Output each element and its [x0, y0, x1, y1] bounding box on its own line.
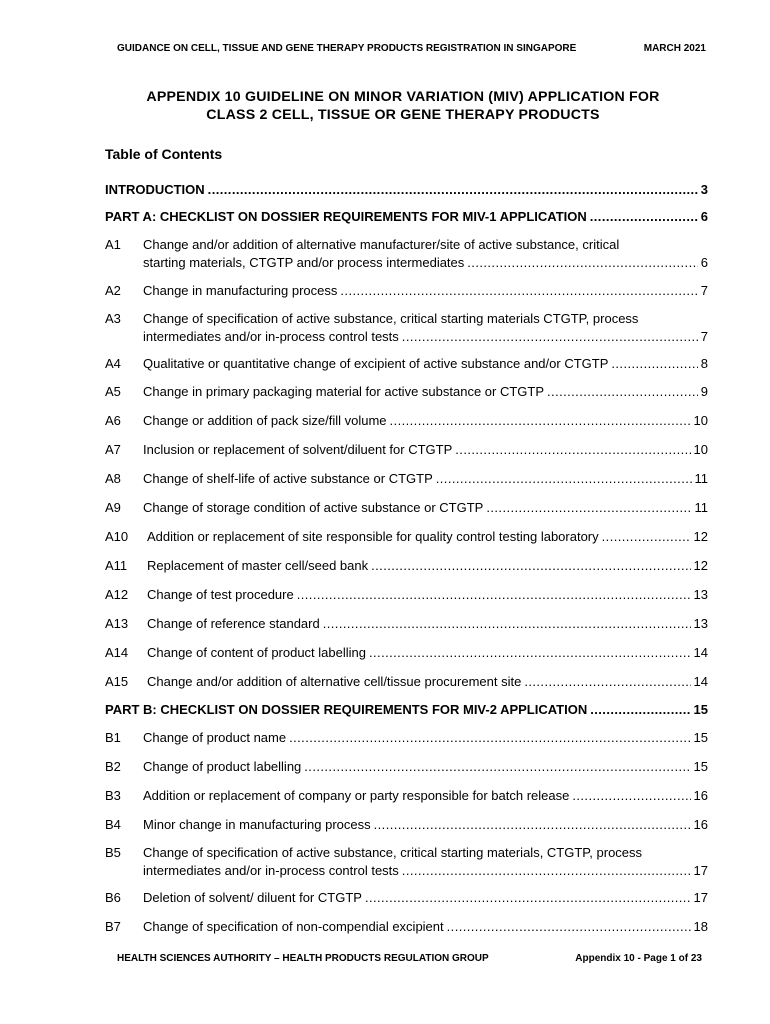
toc-entry-page-number: 13 — [693, 616, 708, 631]
toc-entry-title: Change of product labelling — [143, 759, 302, 774]
toc-entry-title: Change in primary packaging material for active substance or CTGTP — [143, 384, 545, 399]
toc-entry[interactable] — [105, 644, 708, 662]
footer-organization: HEALTH SCIENCES AUTHORITY – HEALTH PRODUCTS REGULATION GROUP — [117, 953, 489, 964]
toc-entry-page-number: 8 — [700, 356, 708, 371]
toc-entry-title: Change of shelf-life of active substance or CTGTP — [143, 471, 433, 486]
toc-entry[interactable] — [105, 673, 708, 691]
toc-entry-code: A9 — [105, 500, 121, 515]
dot-leader — [572, 787, 690, 805]
toc-entry[interactable] — [105, 499, 708, 517]
dot-leader — [374, 816, 691, 834]
toc-entry[interactable] — [105, 758, 708, 776]
toc-entry-title: Addition or replacement of site responsible for quality control testing laboratory — [147, 529, 599, 544]
toc-entry-page-number: 12 — [693, 529, 708, 544]
dot-leader — [611, 355, 697, 373]
toc-entry-title: INTRODUCTION — [105, 182, 205, 197]
toc-entry[interactable] — [105, 441, 708, 459]
dot-leader — [297, 586, 691, 604]
toc-entry-title: PART B: CHECKLIST ON DOSSIER REQUIREMENTS FOR MIV-2 APPLICATION — [105, 702, 588, 717]
toc-entry-page-number: 11 — [694, 471, 708, 486]
dot-leader — [602, 528, 691, 546]
toc-heading: Table of Contents — [105, 146, 223, 162]
toc-entry-title: Inclusion or replacement of solvent/diluent for CTGTP — [143, 442, 453, 457]
dot-leader — [486, 499, 691, 517]
toc-entry-title-line-1: Change and/or addition of alternative manufacturer/site of active substance, critical — [143, 237, 620, 252]
toc-entry-title: Minor change in manufacturing process — [143, 817, 371, 832]
toc-entry-page-number: 12 — [693, 558, 708, 573]
toc-entry-title: PART A: CHECKLIST ON DOSSIER REQUIREMENTS FOR MIV-1 APPLICATION — [105, 209, 587, 224]
toc-entry[interactable] — [105, 615, 708, 633]
toc-entry[interactable] — [105, 355, 708, 373]
toc-entry-page-number: 16 — [693, 788, 708, 803]
dot-leader — [402, 328, 698, 346]
page-header — [117, 43, 706, 54]
dot-leader — [390, 412, 691, 430]
dot-leader — [369, 644, 691, 662]
toc-entry-title: starting materials, CTGTP and/or process intermediates — [143, 255, 465, 270]
toc-entry-title: Change of test procedure — [147, 587, 294, 602]
toc-entry-title-line-1: Change of specification of active substance, critical starting materials CTGTP, process — [143, 311, 639, 326]
toc-entry[interactable] — [105, 383, 708, 401]
toc-entry-title: Change of reference standard — [147, 616, 320, 631]
toc-entry-page-number: 17 — [693, 863, 708, 878]
document-title — [96, 88, 710, 124]
toc-entry-page-number: 7 — [700, 283, 708, 298]
dot-leader — [371, 557, 690, 575]
dot-leader — [402, 862, 691, 880]
dot-leader — [590, 208, 698, 226]
toc-entry[interactable] — [105, 918, 708, 936]
toc-entry-code: A2 — [105, 283, 121, 298]
toc-entry-page-number: 15 — [693, 759, 708, 774]
toc-part-entry[interactable] — [105, 208, 708, 226]
toc-entry[interactable] — [105, 729, 708, 747]
dot-leader — [365, 889, 691, 907]
toc-entry-title: Change of specification of non-compendial excipient — [143, 919, 444, 934]
toc-entry-page-number: 14 — [693, 674, 708, 689]
toc-entry[interactable] — [105, 236, 708, 272]
toc-entry-title: Change of content of product labelling — [147, 645, 366, 660]
toc-entry-page-number: 17 — [693, 890, 708, 905]
toc-entry[interactable] — [105, 844, 708, 880]
dot-leader — [323, 615, 691, 633]
toc-entry[interactable] — [105, 470, 708, 488]
toc-entry[interactable] — [105, 282, 708, 300]
toc-entry-page-number: 11 — [694, 500, 708, 515]
toc-entry[interactable] — [105, 816, 708, 834]
toc-entry-code: A13 — [105, 616, 129, 631]
toc-part-entry[interactable] — [105, 181, 708, 199]
toc-entry-page-number: 10 — [693, 413, 708, 428]
toc-entry-page-number: 15 — [693, 702, 708, 717]
dot-leader — [547, 383, 698, 401]
toc-entry-code: A12 — [105, 587, 129, 602]
toc-entry-code: B6 — [105, 890, 121, 905]
toc-entry[interactable] — [105, 310, 708, 346]
toc-entry-code: A5 — [105, 384, 121, 399]
dot-leader — [340, 282, 697, 300]
dot-leader — [289, 729, 690, 747]
dot-leader — [590, 701, 690, 719]
toc-entry-title: Qualitative or quantitative change of excipient of active substance and/or CTGTP — [143, 356, 609, 371]
toc-part-entry[interactable] — [105, 701, 708, 719]
toc-entry-code: A4 — [105, 356, 121, 371]
toc-entry-code: A3 — [105, 311, 121, 326]
toc-entry-code: A14 — [105, 645, 129, 660]
footer-page-number: Appendix 10 - Page 1 of 23 — [575, 953, 702, 964]
toc-entry-code: B7 — [105, 919, 121, 934]
toc-entry-code: A15 — [105, 674, 129, 689]
toc-entry-title: Change or addition of pack size/fill volume — [143, 413, 387, 428]
toc-entry-code: B5 — [105, 845, 121, 860]
toc-entry-code: B2 — [105, 759, 121, 774]
toc-entry-code: B3 — [105, 788, 121, 803]
toc-entry[interactable] — [105, 586, 708, 604]
toc-entry[interactable] — [105, 412, 708, 430]
toc-entry-page-number: 9 — [700, 384, 708, 399]
toc-entry-page-number: 15 — [693, 730, 708, 745]
toc-entry-page-number: 7 — [700, 329, 708, 344]
toc-entry-title: Change of product name — [143, 730, 287, 745]
toc-entry-code: A8 — [105, 471, 121, 486]
header-date: MARCH 2021 — [643, 43, 706, 54]
document-title-line-2: CLASS 2 CELL, TISSUE OR GENE THERAPY PRODUCTS — [206, 107, 600, 123]
toc-entry-title: intermediates and/or in-process control tests — [143, 329, 399, 344]
toc-entry-page-number: 6 — [700, 255, 708, 270]
dot-leader — [447, 918, 691, 936]
toc-entry-title: Replacement of master cell/seed bank — [147, 558, 369, 573]
header-title: GUIDANCE ON CELL, TISSUE AND GENE THERAPY PRODUCTS REGISTRATION IN SINGAPORE — [117, 43, 577, 54]
toc-entry-title: intermediates and/or in-process control tests — [143, 863, 399, 878]
toc-entry[interactable] — [105, 557, 708, 575]
toc-entry-code: B4 — [105, 817, 121, 832]
toc-entry-title: Change in manufacturing process — [143, 283, 338, 298]
toc-entry-code: B1 — [105, 730, 121, 745]
toc-entry[interactable] — [105, 889, 708, 907]
dot-leader — [524, 673, 690, 691]
document-title-line-1: APPENDIX 10 GUIDELINE ON MINOR VARIATION (MIV) APPLICATION FOR — [146, 89, 660, 105]
toc-entry-page-number: 3 — [700, 182, 708, 197]
toc-entry-title: Change and/or addition of alternative cell/tissue procurement site — [147, 674, 522, 689]
toc-entry-code: A7 — [105, 442, 121, 457]
toc-entry-title: Deletion of solvent/ diluent for CTGTP — [143, 890, 362, 905]
toc-entry[interactable] — [105, 528, 708, 546]
dot-leader — [455, 441, 690, 459]
toc-entry-title-line-1: Change of specification of active substance, critical starting materials, CTGTP, process — [143, 845, 643, 860]
dot-leader — [304, 758, 690, 776]
dot-leader — [467, 254, 697, 272]
toc-entry-page-number: 14 — [693, 645, 708, 660]
toc-entry-page-number: 16 — [693, 817, 708, 832]
dot-leader — [436, 470, 692, 488]
toc-entry-code: A11 — [105, 558, 128, 573]
toc-entry[interactable] — [105, 787, 708, 805]
page-footer — [117, 953, 702, 964]
toc-entry-code: A1 — [105, 237, 121, 252]
toc-entry-page-number: 6 — [700, 209, 708, 224]
toc-entry-code: A6 — [105, 413, 121, 428]
toc-entry-code: A10 — [105, 529, 129, 544]
toc-entry-title: Change of storage condition of active substance or CTGTP — [143, 500, 484, 515]
toc-entry-page-number: 13 — [693, 587, 708, 602]
toc-entry-title: Addition or replacement of company or party responsible for batch release — [143, 788, 570, 803]
toc-entry-page-number: 10 — [693, 442, 708, 457]
toc-entry-page-number: 18 — [693, 919, 708, 934]
dot-leader — [208, 181, 698, 199]
